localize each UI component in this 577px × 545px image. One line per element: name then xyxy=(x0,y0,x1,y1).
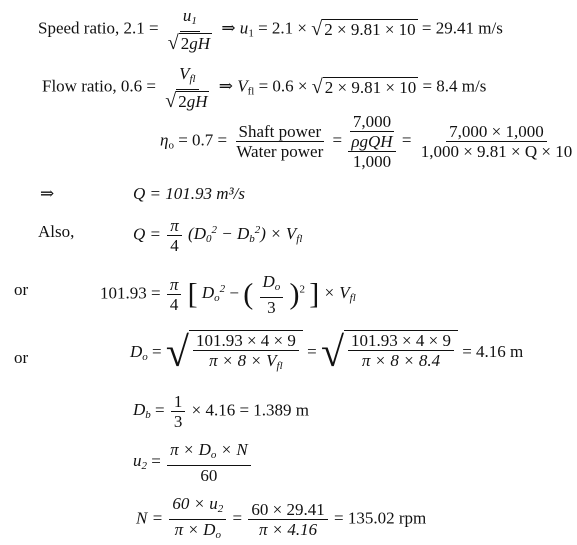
also-pi-frac xyxy=(167,216,182,255)
u2-d: 60 xyxy=(200,466,218,485)
speed-den-b: gH xyxy=(189,34,211,54)
flow-sqrt-body: 2 × 9.81 × 10 xyxy=(324,78,417,98)
q2-line: 101.93 = $\frac{\pi}{4}$ [ $D_o^2$ − ( $\frac{D_o}{3}$ )$^2$ ] × $V_{fl}$ xyxy=(100,272,356,317)
do-sub: o xyxy=(142,350,148,363)
speed-num: u xyxy=(182,6,192,25)
speed-result: = 29.41 m/s xyxy=(421,18,503,38)
flow-rhs-sub: fl xyxy=(247,85,255,98)
also-db: b xyxy=(249,233,255,246)
flow-ratio-label: Flow ratio, xyxy=(42,76,117,96)
db-lhs: D xyxy=(133,400,146,420)
n-d2: π × 4.16 xyxy=(258,520,318,539)
u2-sub: 2 xyxy=(141,460,147,473)
also-minus: − D xyxy=(216,224,250,244)
speed-rhs-b: = 2.1 × xyxy=(258,18,307,38)
eta-d1: Water power xyxy=(236,142,324,161)
n-frac-1 xyxy=(169,494,226,545)
q2-four: 4 xyxy=(169,295,179,314)
eta-d2-num: ρgQH xyxy=(351,132,393,151)
speed-ratio-line: Speed ratio, 2.1 = $u_1$ √ 2gH ⇒ $u_1 = 2.1$ × √ 2 × 9.81 × 10 = 29.41 m/s xyxy=(38,6,503,55)
eta-n3: 7,000 × 1,000 xyxy=(446,122,547,142)
do-n1: 101.93 × 4 × 9 xyxy=(193,331,299,351)
db-d: 3 xyxy=(173,412,183,431)
do-n2: 101.93 × 4 × 9 xyxy=(348,331,454,351)
eta-symbol: η xyxy=(160,130,169,150)
u2-eq: = xyxy=(151,451,161,471)
implies-symbol: ⇒ xyxy=(40,184,55,203)
eta-d3: 1,000 × 9.81 × Q × 10 xyxy=(420,142,573,161)
do-d1-sub: fl xyxy=(276,360,283,372)
also-label: Also, xyxy=(38,222,75,241)
eta-fraction-1 xyxy=(233,122,326,161)
q2-pi: π xyxy=(167,275,182,295)
flow-result: = 8.4 m/s xyxy=(422,76,487,96)
q2-inner-frac xyxy=(260,272,284,317)
flow-ratio-line: Flow ratio, 0.6 = $V_{fl}$ √ 2gH ⇒ $V_{fl} = 0.6$ × √ 2 × 9.81 × 10 = 8.4 m/s xyxy=(42,64,487,113)
n-frac-2 xyxy=(248,500,327,539)
eta-fraction-2 xyxy=(348,112,395,171)
q2-inner-num: D xyxy=(262,272,275,291)
q2-sup: 2 xyxy=(219,283,226,296)
n-n1: 60 × u xyxy=(172,494,218,513)
n-n2: 60 × 29.41 xyxy=(248,500,327,520)
do-eq: = xyxy=(152,341,162,361)
eta-d2-den: 1,000 xyxy=(352,152,392,171)
speed-ratio-lhs: 2.1 = xyxy=(123,18,159,38)
q2-outer-sup: 2 xyxy=(299,283,306,296)
n-eq: = xyxy=(232,508,243,528)
db-line xyxy=(133,392,309,431)
q2-fl: fl xyxy=(349,292,356,305)
u2-n-tail: × N xyxy=(216,440,248,459)
speed-rhs-sub: 1 xyxy=(248,27,254,40)
speed-den-a: 2 xyxy=(180,34,190,54)
u2-frac xyxy=(167,440,251,485)
also-d0: 0 xyxy=(205,233,212,246)
flow-num-sub: fl xyxy=(189,73,196,85)
speed-ratio-label: Speed ratio, xyxy=(38,18,120,38)
u2-n-sub: o xyxy=(210,449,217,461)
flow-rhs: ⇒ V xyxy=(218,76,248,96)
do-d2: π × 8 × 8.4 xyxy=(361,351,441,370)
flow-rhs-b: = 0.6 × xyxy=(258,76,308,96)
also-sup: 2 xyxy=(211,224,217,237)
q2-o: o xyxy=(214,292,220,305)
db-eq: = xyxy=(155,400,165,420)
flow-ratio-fraction: $V_{fl}$ √ 2gH xyxy=(165,64,208,113)
n-result: = 135.02 rpm xyxy=(333,508,427,528)
also-four: 4 xyxy=(170,236,179,255)
also-sup2: 2 xyxy=(254,224,261,237)
q2-pi-frac xyxy=(167,275,182,314)
flow-num: V xyxy=(179,64,190,83)
u2-lhs: u xyxy=(133,451,142,471)
eta-n1: Shaft power xyxy=(236,122,325,142)
db-result: × 4.16 = 1.389 m xyxy=(191,400,310,420)
eta-eq: = 0.7 = xyxy=(178,130,228,150)
u2-n: π × D xyxy=(170,440,211,459)
q2-inner-den: 3 xyxy=(267,298,276,317)
do-sqrt-2: √ $\frac{101.93 \times 4 \times 9}{\pi \times 8 \times 8.4}$ xyxy=(321,330,458,376)
q2-inner-sub: o xyxy=(274,281,281,293)
u2-line xyxy=(133,440,253,485)
do-line: $D_o$ = √ $\frac{101.93 \times 4 \times 9}{\pi \times 8 \times V_{fl}}$ = √ $\frac{101.93 \times 4 \times 9}{\pi \times 8 \times 8.4}$ = 4.16 m xyxy=(130,330,524,376)
q-result: Q = 101.93 m³/s xyxy=(133,184,245,203)
flow-den-a: 2 xyxy=(178,92,187,112)
n-n1-sub: 2 xyxy=(217,503,224,515)
eta-fraction-3 xyxy=(418,122,576,161)
also-tail: ) × V xyxy=(260,224,297,244)
also-line xyxy=(133,216,302,255)
also-pi: π xyxy=(167,216,182,236)
also-fl: fl xyxy=(296,233,303,246)
q2-minus: − xyxy=(229,283,239,303)
efficiency-line: $\eta_o = 0.7$ = $\frac{\text{Shaft power}}{\text{Water power}}$ = 7,000 ρgQH 1,000 = $\frac{7,000 \times 1,000}{1,000 \times 9.81 \times Q \times 10}$ xyxy=(160,112,577,171)
do-d1: π × 8 × V xyxy=(209,351,277,370)
q2-tail: × V xyxy=(323,283,350,303)
db-sub: b xyxy=(145,409,151,422)
eta-sub: o xyxy=(168,139,174,152)
n-line xyxy=(136,494,426,545)
db-n: 1 xyxy=(171,392,186,412)
also-q-eq: Q = xyxy=(133,224,161,244)
eta-n2: 7,000 xyxy=(350,112,394,132)
do-sqrt-1: √ $\frac{101.93 \times 4 \times 9}{\pi \times 8 \times V_{fl}}$ xyxy=(166,330,303,376)
do-result: = 4.16 m xyxy=(462,341,524,361)
speed-sqrt-body: 2 × 9.81 × 10 xyxy=(324,20,416,40)
do-lhs: D xyxy=(130,341,143,361)
or-label-2: or xyxy=(14,348,29,367)
n-d1-sub: o xyxy=(215,529,221,541)
n-d1: π × D xyxy=(174,520,216,539)
q2-lhs: 101.93 = xyxy=(100,283,161,303)
flow-den-b: gH xyxy=(186,92,208,112)
also-body: (D xyxy=(188,224,206,244)
speed-num-sub: 1 xyxy=(191,15,197,27)
q2-d: D xyxy=(201,283,215,303)
flow-ratio-lhs: 0.6 = xyxy=(120,76,156,96)
db-frac xyxy=(171,392,186,431)
speed-rhs: ⇒ u xyxy=(221,18,249,38)
speed-ratio-fraction: $u_1$ √ 2gH xyxy=(167,6,211,55)
or-label-1: or xyxy=(14,280,29,299)
n-lhs: N = xyxy=(136,508,164,528)
